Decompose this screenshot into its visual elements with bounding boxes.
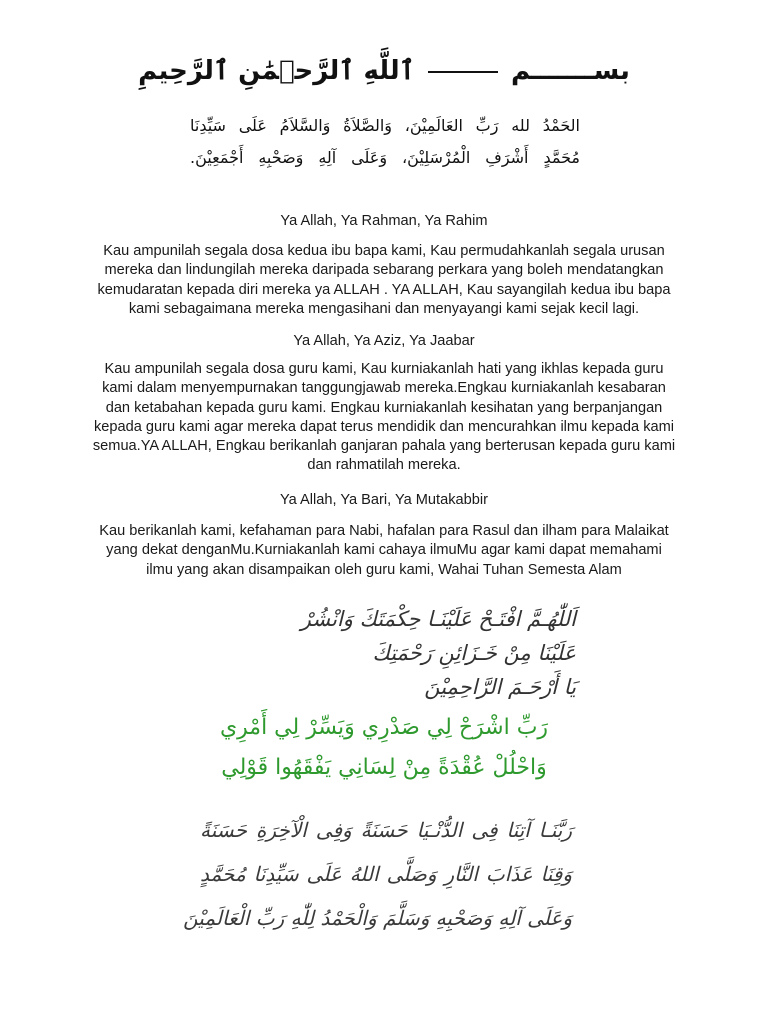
doa-line: وَاحْلُلْ عُقْدَةً مِنْ لِسَانِي يَفْقَهُوا قَوْلِي: [221, 755, 547, 780]
doa-hikmah: [200, 602, 576, 704]
section-paragraph: [60, 522, 708, 580]
doa-closing: [183, 808, 572, 940]
opening-line: الحَمْدُ لله رَبِّ العَالَمِيْنَ، وَالصَّلاَةُ وَالسَّلاَمُ عَلَى سَيِّدِنَا: [190, 116, 580, 135]
basmala-name: ٱللَّهِ ٱلرَّحۡمَٰنِ ٱلرَّحِيمِ: [138, 56, 415, 86]
opening-line: مُحَمَّدٍ أَشْرَفِ الْمُرْسَلِيْنَ، وَعَلَى آلِهِ وَصَحْبِهِ أَجْمَعِيْنَ.: [190, 148, 580, 167]
paragraph-line: kami dalam menyempurnakan tanggungjawab mereka.Engkau kurniakanlah kesabaran: [102, 380, 666, 397]
doa-line: عَلَيْنَا مِنْ خَـزَائِنِ رَحْمَتِكَ: [372, 641, 576, 665]
paragraph-line: yang dekat denganMu.Kurniakanlah kami cahaya ilmuMu agar kami dapat memahami: [106, 542, 662, 559]
paragraph-line: semua.YA ALLAH, Engkau berikanlah ganjaran pahala yang berterusan kepada guru kami: [92, 438, 676, 455]
doa-line: رَبَّنَـا آتِنَا فِى الدُّنْـيَا حَسَنَةً وَفِى الْآخِرَةِ حَسَنَةً: [200, 818, 572, 842]
section-heading: Ya Allah, Ya Rahman, Ya Rahim: [280, 213, 488, 229]
section-paragraph: [60, 242, 708, 319]
paragraph-line: mereka dan lindungilah mereka daripada sebarang perkara yang boleh mendatangkan: [104, 262, 664, 279]
section-heading: Ya Allah, Ya Aziz, Ya Jaabar: [293, 333, 475, 349]
paragraph-line: dan rahmatilah mereka.: [307, 457, 461, 474]
paragraph-line: dan ketabahan kepada guru kami. Engkau kurniakanlah kesihatan yang berpanjangan: [105, 399, 663, 416]
paragraph-line: Kau ampunilah segala dosa kedua ibu bapa kami, Kau permudahkanlah segala urusan: [103, 243, 665, 259]
section-paragraph: [60, 360, 708, 476]
basmala-stretch-stroke: [428, 71, 498, 73]
paragraph-line: Kau ampunilah segala dosa guru kami, Kau kurniakanlah hati yang ikhlas kepada guru: [104, 361, 664, 377]
doa-line: وَقِنَا عَذَابَ النَّارِ وَصَلَّى اللهُ عَلَى سَيِّدِنَا مُحَمَّدٍ: [200, 862, 572, 886]
doa-line: يَا أَرْحَـمَ الرَّاحِمِيْنَ: [424, 675, 576, 699]
section-heading: Ya Allah, Ya Bari, Ya Mutakabbir: [280, 492, 488, 508]
paragraph-line: kami sebagaimana mereka mengasihani dan menyayangi kami sejak kecil lagi.: [128, 300, 640, 317]
opening-praise: [190, 110, 580, 174]
doa-musa: [200, 708, 568, 788]
doa-line: وَعَلَى آلِهِ وَصَحْبِهِ وَسَلَّمَ وَالْحَمْدُ لِلّٰهِ رَبِّ الْعَالَمِيْنَ: [183, 906, 572, 930]
doa-line: اَللّٰهُـمَّ افْتَـحْ عَلَيْنَـا حِكْمَتَكَ وَانْشُرْ: [300, 607, 576, 631]
paragraph-line: kemudaratan kepada diri mereka ya ALLAH . YA ALLAH, Kau sayangilah kedua ibu bapa: [97, 281, 671, 298]
paragraph-line: ilmu yang akan disampaikan oleh guru kami, Wahai Tuhan Semesta Alam: [146, 561, 622, 578]
basmala-calligraphy: [0, 56, 768, 86]
paragraph-line: Kau berikanlah kami, kefahaman para Nabi, hafalan para Rasul dan ilham para Malaikat: [99, 523, 669, 539]
doa-line: رَبِّ اشْرَحْ لِي صَدْرِي وَيَسِّرْ لِي أَمْرِي: [219, 715, 549, 740]
basmala-bism: بســـــــم: [511, 56, 630, 86]
paragraph-line: kepada guru kami agar mereka dapat terus mendidik dan mencurahkan ilmu kepada kami: [93, 418, 675, 435]
